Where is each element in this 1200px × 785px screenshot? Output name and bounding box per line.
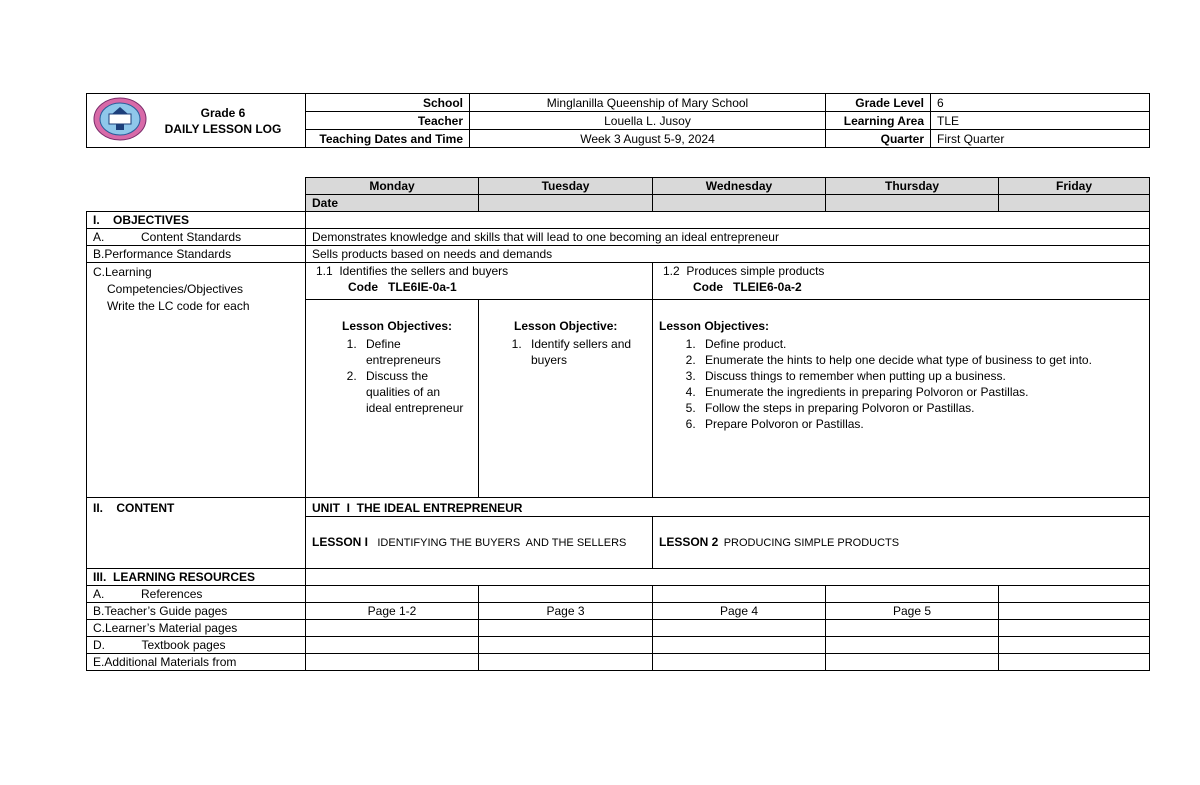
list-item: 1. Identify sellers and buyers	[525, 336, 649, 368]
lesson-2-title: PRODUCING SIMPLE PRODUCTS	[723, 537, 900, 549]
competency-1	[306, 263, 653, 300]
list-item: 1. Define entrepreneurs	[360, 336, 466, 368]
monday-objectives-title: Lesson Objectives:	[342, 319, 453, 333]
date-friday	[999, 195, 1150, 212]
list-item: 4. Enumerate the ingredients in preparing Polvoron or Pastillas.	[699, 384, 1143, 400]
wednesday-objectives-title: Lesson Objectives:	[659, 319, 770, 333]
lesson-log-table	[86, 177, 1150, 671]
quarter-label: Quarter	[826, 130, 931, 148]
tuesday-objectives	[479, 300, 653, 498]
competency-2-text: 1.2 Produces simple products	[663, 264, 825, 278]
additional-materials-label: E.Additional Materials from	[87, 654, 306, 671]
teacher-label: Teacher	[306, 112, 470, 130]
day-tuesday: Tuesday	[479, 178, 653, 195]
dates-label: Teaching Dates and Time	[306, 130, 470, 148]
wednesday-objectives-list	[659, 336, 1143, 432]
performance-standards-value: Sells products based on needs and demands	[306, 246, 1150, 263]
tg-page-tuesday: Page 3	[479, 603, 653, 620]
content-heading: II. CONTENT	[87, 498, 306, 569]
monday-objectives-list	[312, 336, 472, 416]
textbook-label: D. Textbook pages	[87, 637, 306, 654]
references-label: A. References	[87, 586, 306, 603]
grade-cell	[87, 94, 306, 148]
competency-1-text: 1.1 Identifies the sellers and buyers	[316, 264, 509, 278]
day-thursday: Thursday	[826, 178, 999, 195]
date-label: Date	[306, 195, 479, 212]
school-value: Minglanilla Queenship of Mary School	[470, 94, 826, 112]
grade-text: Grade 6	[200, 105, 246, 120]
performance-standards-label: B.Performance Standards	[87, 246, 306, 263]
lesson-1	[306, 517, 653, 569]
list-item: 5. Follow the steps in preparing Polvoron or Pastillas.	[699, 400, 1143, 416]
lesson-1-title: IDENTIFYING THE BUYERS AND THE SELLERS	[377, 537, 627, 549]
date-tuesday	[479, 195, 653, 212]
grade-level-value: 6	[931, 94, 1150, 112]
quarter-value: First Quarter	[931, 130, 1150, 148]
lm-pages-label: C.Learner’s Material pages	[87, 620, 306, 637]
tg-page-monday: Page 1-2	[306, 603, 479, 620]
date-thursday	[826, 195, 999, 212]
list-item: 2. Discuss the qualities of an ideal entrepreneur	[360, 368, 466, 416]
unit-title: UNIT I THE IDEAL ENTREPRENEUR	[306, 498, 1150, 517]
tg-page-friday	[999, 603, 1150, 620]
objectives-heading: I. OBJECTIVES	[87, 212, 306, 229]
header-table	[86, 93, 1150, 148]
competency-2-code: Code TLEIE6-0a-2	[693, 280, 802, 294]
wednesday-objectives	[653, 300, 1150, 498]
competencies-label	[87, 263, 306, 498]
day-wednesday: Wednesday	[653, 178, 826, 195]
tg-page-wednesday: Page 4	[653, 603, 826, 620]
lesson-2	[653, 517, 1150, 569]
tuesday-objectives-list	[485, 336, 646, 368]
competencies-line3: Write the LC code for each	[107, 299, 250, 313]
log-title: DAILY LESSON LOG	[164, 121, 282, 136]
tg-pages-label: B.Teacher’s Guide pages	[87, 603, 306, 620]
grade-level-label: Grade Level	[826, 94, 931, 112]
competency-2	[653, 263, 1150, 300]
lesson-1-label: LESSON I	[312, 535, 369, 549]
learning-area-label: Learning Area	[826, 112, 931, 130]
learning-area-value: TLE	[931, 112, 1150, 130]
day-friday: Friday	[999, 178, 1150, 195]
tuesday-objectives-title: Lesson Objective:	[514, 319, 618, 333]
competency-1-code: Code TLE6IE-0a-1	[348, 280, 457, 294]
list-item: 1. Define product.	[699, 336, 1143, 352]
list-item: 6. Prepare Polvoron or Pastillas.	[699, 416, 1143, 432]
resources-heading: III. LEARNING RESOURCES	[87, 569, 306, 586]
dates-value: Week 3 August 5-9, 2024	[470, 130, 826, 148]
day-monday: Monday	[306, 178, 479, 195]
content-standards-label: A. Content Standards	[87, 229, 306, 246]
date-wednesday	[653, 195, 826, 212]
content-standards-value: Demonstrates knowledge and skills that will lead to one becoming an ideal entrepreneur	[306, 229, 1150, 246]
school-label: School	[306, 94, 470, 112]
tg-page-thursday: Page 5	[826, 603, 999, 620]
monday-objectives	[306, 300, 479, 498]
list-item: 2. Enumerate the hints to help one decide what type of business to get into.	[699, 352, 1143, 368]
competencies-line1: C.Learning	[93, 265, 152, 279]
lesson-2-label: LESSON 2	[659, 535, 719, 549]
list-item: 3. Discuss things to remember when putting up a business.	[699, 368, 1143, 384]
competencies-line2: Competencies/Objectives	[107, 282, 244, 296]
teacher-value: Louella L. Jusoy	[470, 112, 826, 130]
